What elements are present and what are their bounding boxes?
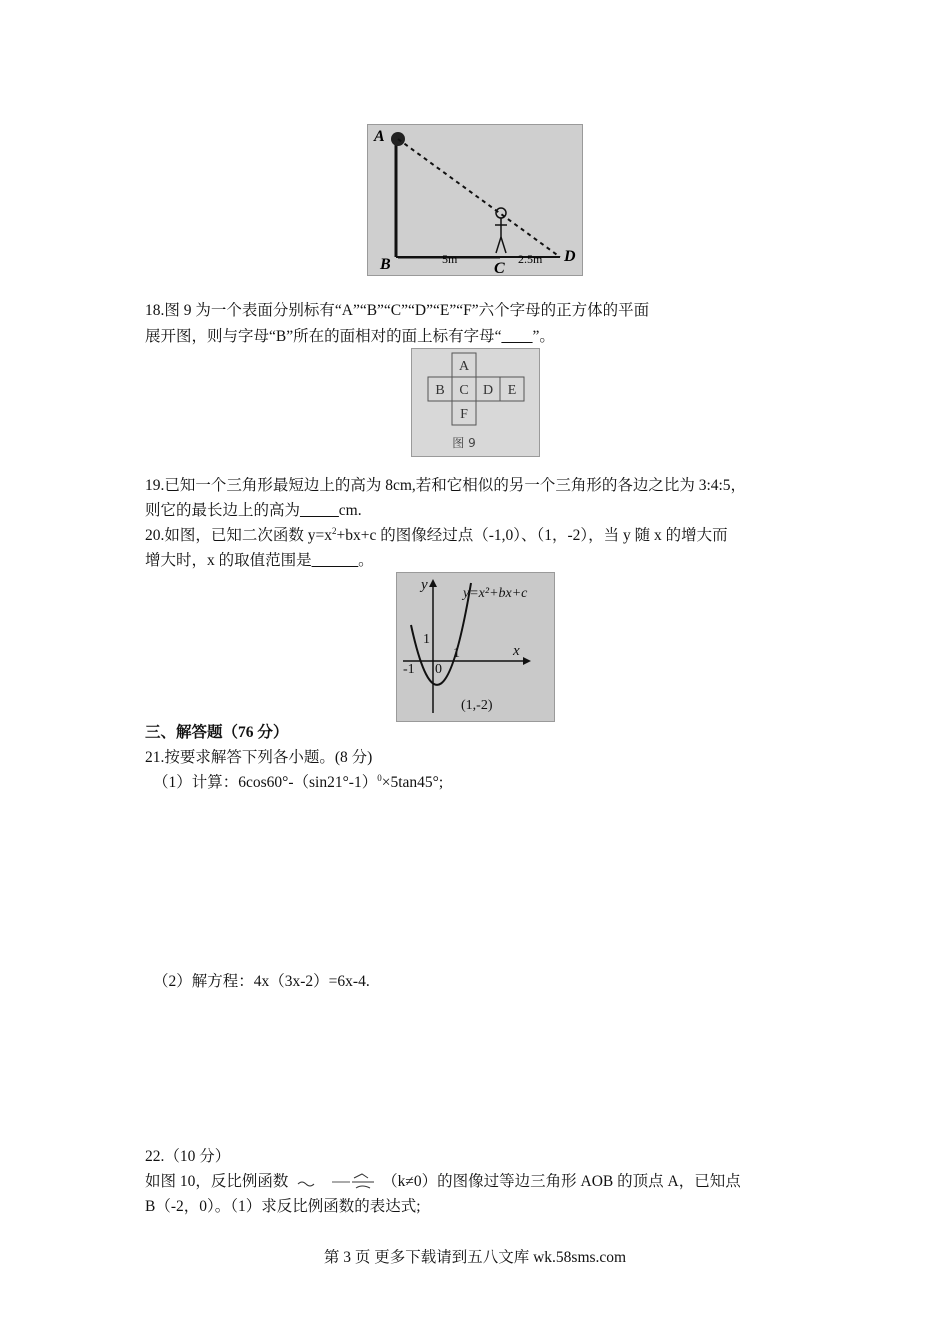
- q21-exponent: 0: [377, 773, 382, 783]
- q18-line-2-text: 展开图，则与字母“B”所在的面相对的面上标有字母“: [145, 328, 502, 345]
- q18-line-1: 18.图 9 为一个表面分别标有“A”“B”“C”“D”“E”“F”六个字母的正方体的平面: [145, 302, 650, 319]
- figure-8-lamp-shadow: [367, 124, 583, 276]
- figure-8-label-c: C: [494, 260, 505, 275]
- figure-8-length-2-5m: 2.5m: [518, 252, 543, 266]
- cube-face-b: B: [435, 383, 445, 398]
- figure-9-caption: 图 9: [452, 436, 476, 450]
- q20-line-1: [145, 526, 728, 546]
- q22-title: 22.（10 分）: [145, 1148, 231, 1165]
- q21-part-1-text: （1）计算：6cos60°-（sin21°-1）: [153, 774, 378, 791]
- figure-8-label-b: B: [380, 256, 391, 273]
- q20-line-2-text: 增大时，x 的取值范围是: [145, 552, 312, 569]
- q22-line-1-text: 如图 10，反比例函数: [145, 1173, 289, 1190]
- q22-line-1-rest: （k≠0）的图像过等边三角形 AOB 的顶点 A，已知点: [382, 1173, 741, 1190]
- cube-face-d: D: [482, 383, 494, 398]
- q20-line-1-rest: +bx+c 的图像经过点（-1,0）、（1，-2），当 y 随 x 的增大而: [336, 527, 728, 544]
- axis-x-label: x: [513, 643, 520, 659]
- q19-line-2: [145, 501, 362, 521]
- page-footer: 第 3 页 更多下载请到五八文库 wk.58sms.com: [323, 1249, 627, 1266]
- q19-line-2-text: 则它的最长边上的高为: [145, 502, 301, 519]
- origin-label: 0: [435, 662, 442, 677]
- figure-9-cube-net: [411, 348, 540, 457]
- x-tick-neg-one: -1: [403, 662, 415, 677]
- section-3-title: 三、解答题（76 分）: [145, 724, 289, 741]
- y-tick-one: 1: [423, 632, 430, 647]
- cube-face-c: C: [459, 383, 469, 398]
- figure-8-label-d: D: [564, 248, 576, 265]
- figure-8-length-5m: 5m: [442, 252, 458, 266]
- q22-line-2: B（-2，0）。（1）求反比例函数的表达式;: [145, 1198, 421, 1215]
- q20-line-2-end: 。: [358, 552, 374, 569]
- inverse-function-formula: [292, 1172, 378, 1192]
- q18-line-2: [145, 327, 555, 347]
- q21-part-1-rest: ×5tan45°;: [381, 774, 444, 791]
- q18-line-2-end: ”。: [532, 328, 555, 345]
- q19-line-2-end: cm.: [338, 502, 362, 519]
- figure-q20-parabola: [396, 572, 555, 722]
- q21-title: 21.按要求解答下列各小题。(8 分): [145, 749, 373, 766]
- x-tick-one: 1: [453, 646, 460, 661]
- cube-face-e: E: [507, 383, 517, 398]
- parabola-equation: y=x²+bx+c: [463, 586, 528, 601]
- cube-face-a: A: [458, 359, 470, 374]
- axis-y-label: y: [421, 577, 428, 593]
- q20-line-1-text: 20.如图，已知二次函数 y=x: [145, 527, 332, 544]
- q19-answer-blank[interactable]: _____: [300, 502, 339, 519]
- q20-answer-blank[interactable]: ______: [311, 552, 359, 569]
- q19-line-1: 19.已知一个三角形最短边上的高为 8cm,若和它相似的另一个三角形的各边之比为 3:4:5，: [145, 477, 747, 494]
- figure-8-label-a: A: [374, 128, 385, 145]
- q18-answer-blank[interactable]: ____: [501, 328, 533, 345]
- q20-exponent: 2: [332, 526, 337, 536]
- q22-line-1: [145, 1172, 741, 1192]
- vertex-label: (1,-2): [461, 698, 493, 713]
- q20-line-2: [145, 551, 374, 571]
- q21-part-1: [153, 773, 443, 793]
- cube-face-f: F: [460, 407, 468, 422]
- q21-part-2: （2）解方程：4x（3x-2）=6x-4.: [153, 973, 370, 990]
